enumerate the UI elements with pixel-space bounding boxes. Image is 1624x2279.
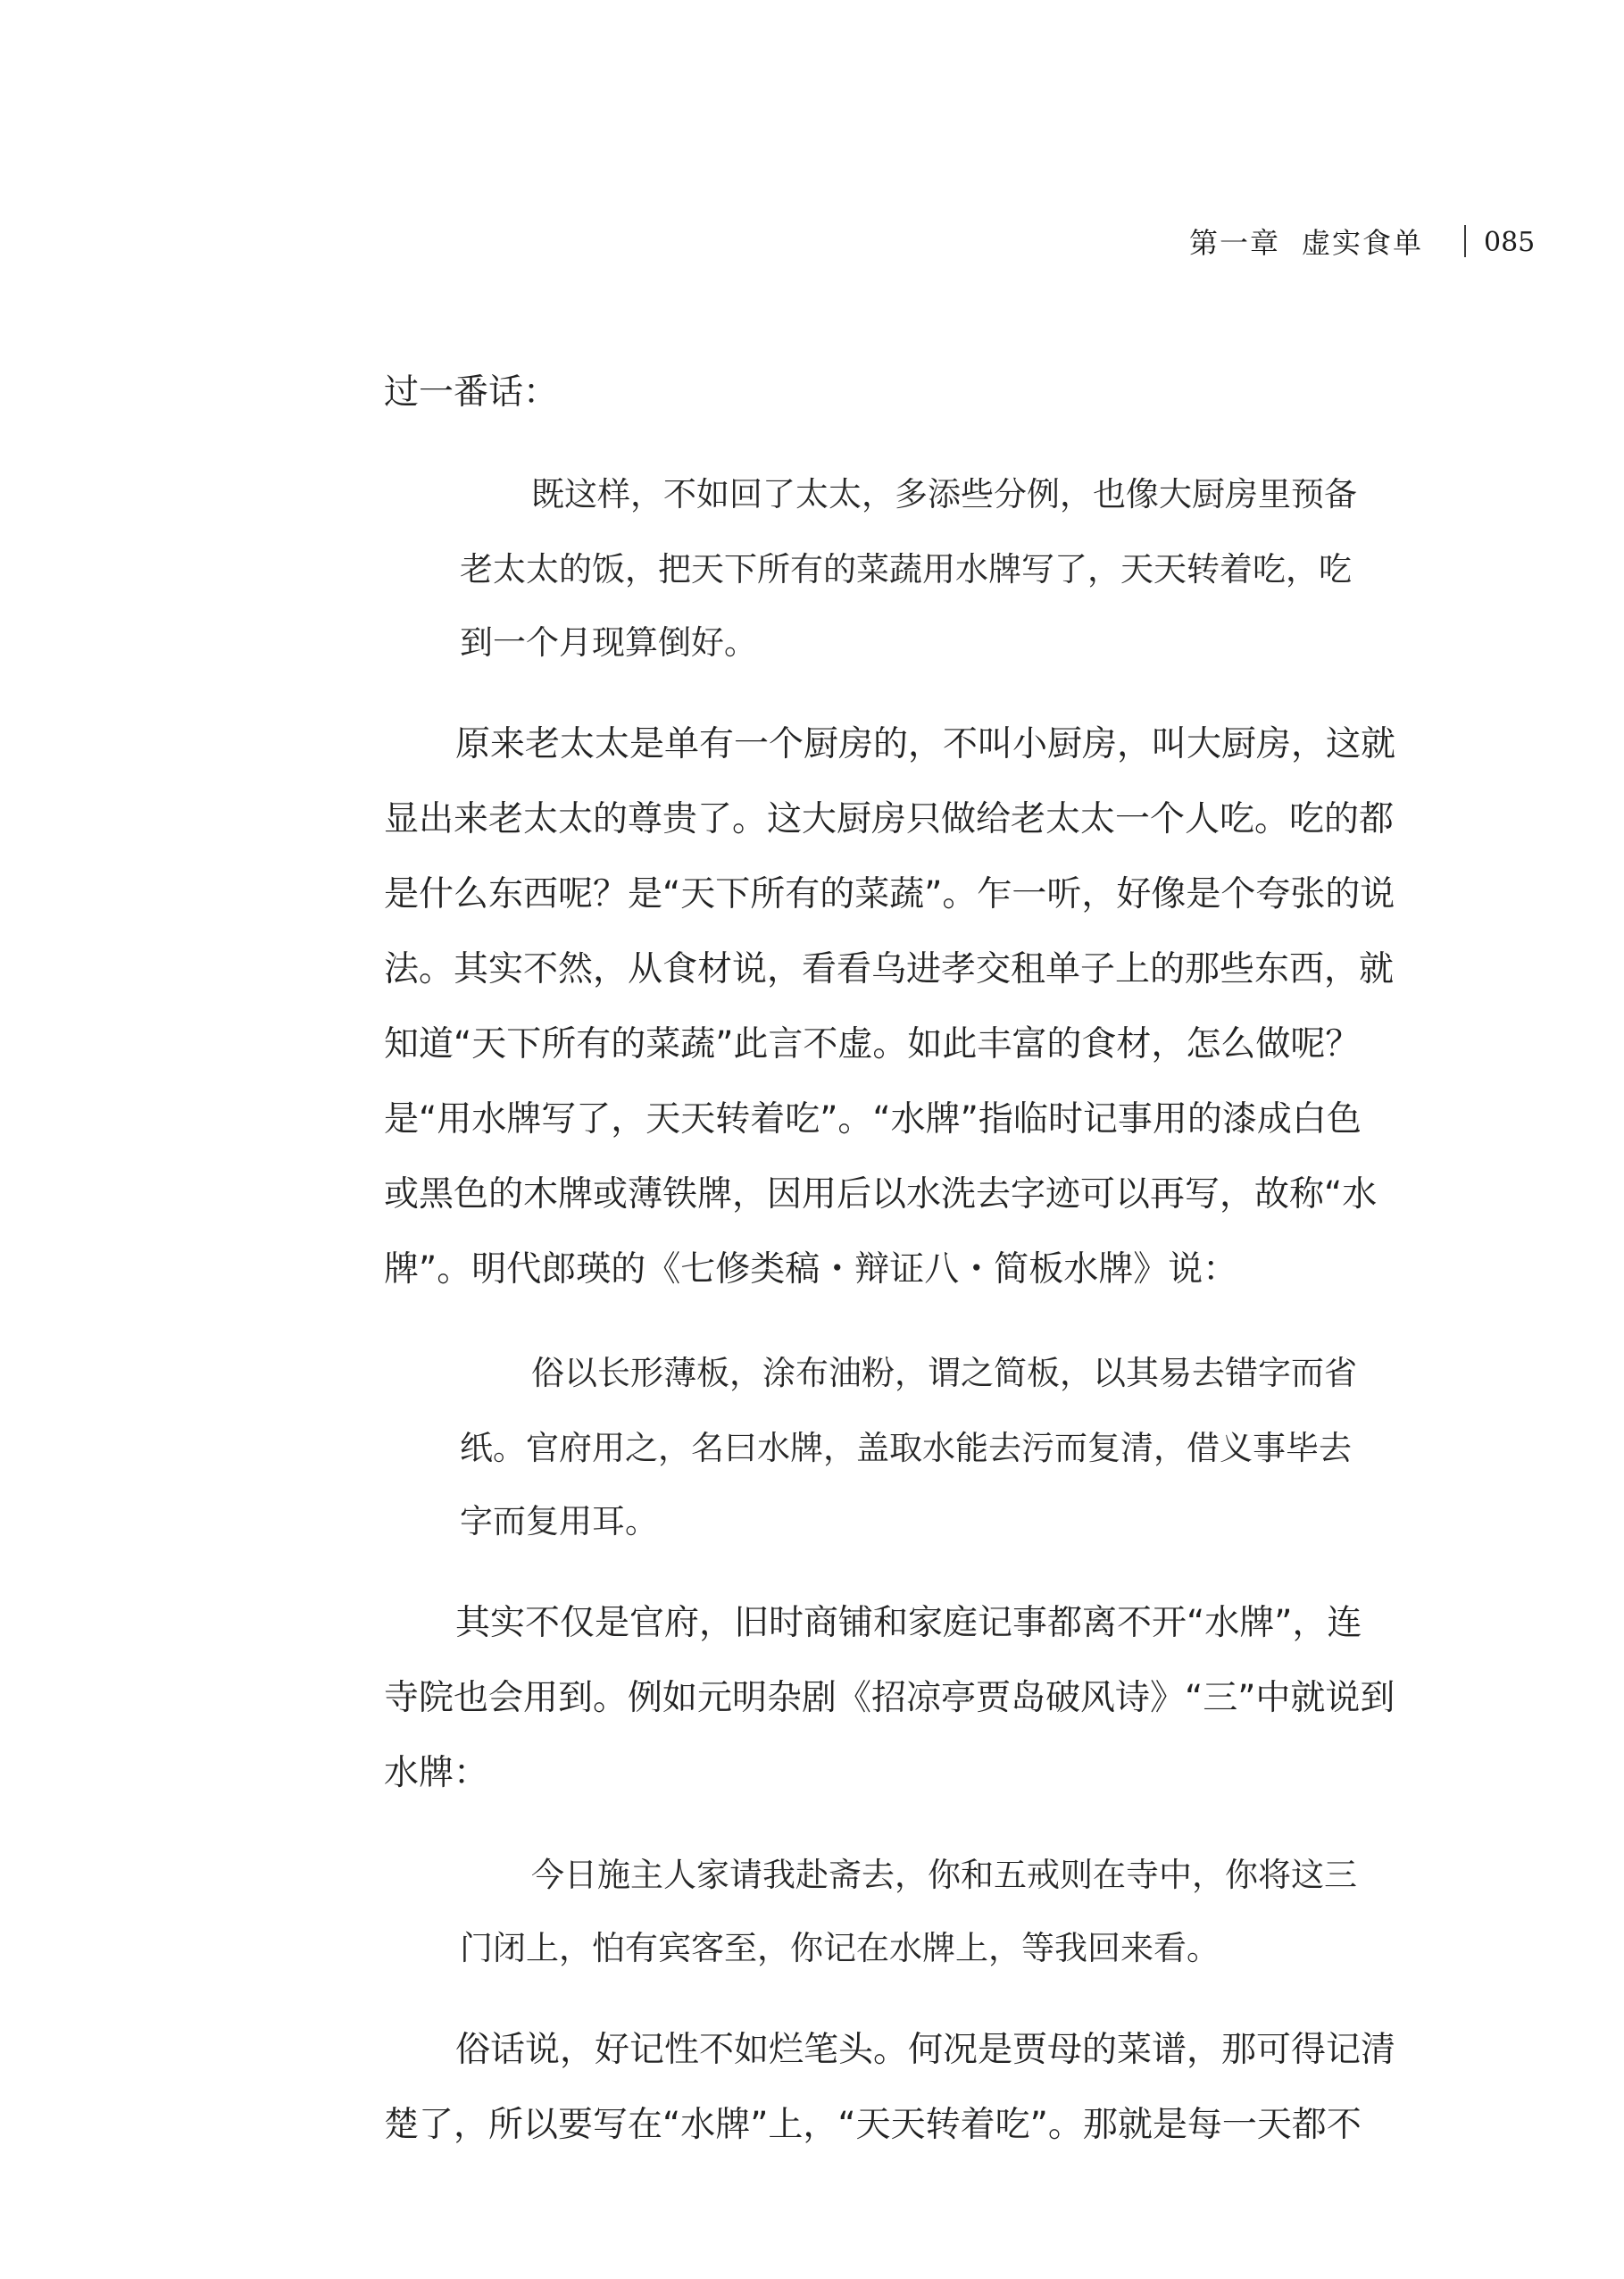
body-line: 显出来老太太的尊贵了。这大厨房只做给老太太一个人吃。吃的都 [384,799,1395,839]
body-line: 牌”。明代郎瑛的《七修类稿・辩证八・简板水牌》说： [384,1249,1238,1290]
quote-line: 既这样，不如回了太太，多添些分例，也像大厨房里预备 [531,475,1357,513]
body-line: 或黑色的木牌或薄铁牌，因用后以水洗去字迹可以再写，故称“水 [384,1174,1378,1215]
chapter-label: 第一章 [1189,226,1281,260]
quote-line: 字而复用耳。 [460,1502,658,1540]
quote-line: 今日施主人家请我赴斋去，你和五戒则在寺中，你将这三 [531,1856,1357,1894]
body-line: 原来老太太是单有一个厨房的，不叫小厨房，叫大厨房，这就 [455,724,1396,764]
body-line: 是什么东西呢？是“天下所有的菜蔬”。乍一听，好像是个夸张的说 [384,874,1395,914]
quote-line: 俗以长形薄板，涂布油粉，谓之简板，以其易去错字而省 [531,1354,1357,1392]
body-line: 其实不仅是官府，旧时商铺和家庭记事都离不开“水牌”，连 [455,1603,1362,1643]
body-line: 知道“天下所有的菜蔬”此言不虚。如此丰富的食材，怎么做呢？ [384,1024,1361,1064]
body-line: 俗话说，好记性不如烂笔头。何况是贾母的菜谱，那可得记清 [455,2030,1396,2070]
body-line: 楚了，所以要写在“水牌”上，“天天转着吃”。那就是每一天都不 [384,2105,1362,2145]
body-line: 法。其实不然，从食材说，看看乌进孝交租单子上的那些东西，就 [384,949,1395,989]
body-line: 过一番话： [384,372,559,413]
chapter-title: 虚实食单 [1302,226,1424,260]
quote-line: 纸。官府用之，名曰水牌，盖取水能去污而复清，借义事毕去 [460,1429,1352,1467]
header-separator [1464,225,1466,257]
body-line: 寺院也会用到。例如元明杂剧《招凉亭贾岛破风诗》“三”中就说到 [384,1678,1395,1718]
quote-line: 老太太的饭，把天下所有的菜蔬用水牌写了，天天转着吃，吃 [460,550,1352,589]
quote-line: 到一个月现算倒好。 [460,623,757,662]
body-line: 水牌： [384,1753,489,1793]
quote-line: 门闭上，怕有宾客至，你记在水牌上，等我回来看。 [460,1929,1220,1967]
page-number: 085 [1484,227,1536,258]
body-line: 是“用水牌写了，天天转着吃”。“水牌”指临时记事用的漆成白色 [384,1099,1362,1140]
